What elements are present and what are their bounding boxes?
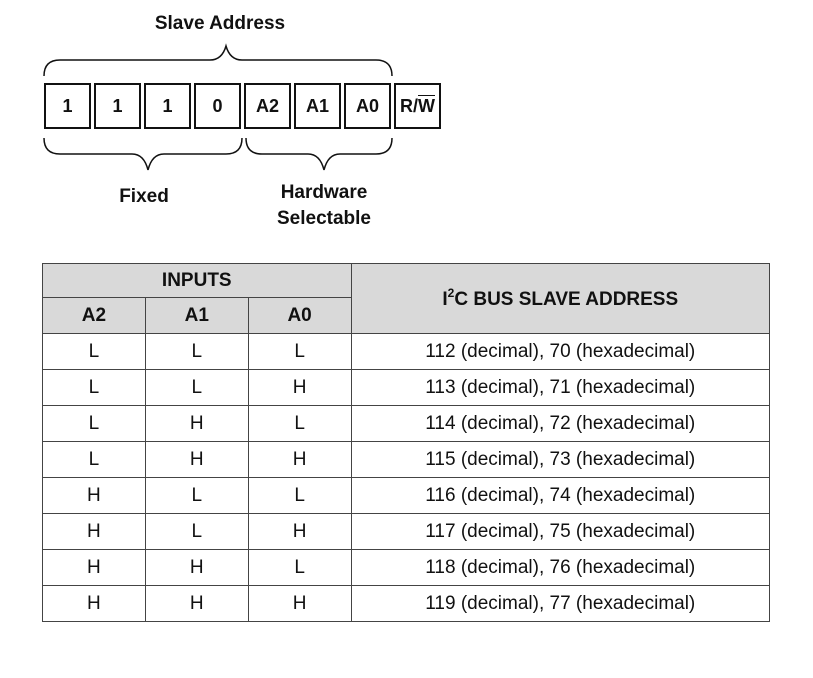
bit-cell: 1 <box>94 83 141 129</box>
cell-a0: H <box>248 370 351 406</box>
bit-cell: A0 <box>344 83 391 129</box>
fixed-label: Fixed <box>119 186 169 207</box>
address-header-rest: C BUS SLAVE ADDRESS <box>454 289 679 310</box>
fixed-brace <box>44 138 242 170</box>
bit-cell: 1 <box>144 83 191 129</box>
slave-address-brace <box>44 46 392 76</box>
cell-a0: L <box>248 478 351 514</box>
address-header <box>351 264 769 334</box>
cell-address: 115 (decimal), 73 (hexadecimal) <box>351 442 769 478</box>
bit-cell: 1 <box>44 83 91 129</box>
table-row <box>43 514 770 550</box>
cell-a1: L <box>145 478 248 514</box>
bit-cell: A2 <box>244 83 291 129</box>
rw-bit-cell <box>394 83 441 129</box>
hardware-brace <box>246 138 392 170</box>
table-row <box>43 406 770 442</box>
table-row <box>43 586 770 622</box>
cell-a0: H <box>248 586 351 622</box>
slave-address-table <box>42 263 770 622</box>
cell-a1: H <box>145 550 248 586</box>
table-row <box>43 550 770 586</box>
cell-a1: H <box>145 406 248 442</box>
cell-address: 119 (decimal), 77 (hexadecimal) <box>351 586 769 622</box>
rw-r-text: R/ <box>400 95 418 116</box>
cell-a2: L <box>43 442 146 478</box>
cell-a2: L <box>43 334 146 370</box>
cell-a2: H <box>43 586 146 622</box>
cell-address: 118 (decimal), 76 (hexadecimal) <box>351 550 769 586</box>
column-header-a2: A2 <box>43 298 146 334</box>
cell-address: 114 (decimal), 72 (hexadecimal) <box>351 406 769 442</box>
cell-a2: L <box>43 370 146 406</box>
slave-address-label: Slave Address <box>154 13 286 34</box>
table-row <box>43 370 770 406</box>
bit-cell: 0 <box>194 83 241 129</box>
cell-a2: H <box>43 514 146 550</box>
address-header-prefix: I <box>442 289 448 310</box>
cell-a0: H <box>248 514 351 550</box>
table-row <box>43 442 770 478</box>
hardware-label-line1: Hardware <box>280 182 368 203</box>
hardware-label-line2: Selectable <box>277 208 371 229</box>
table-row <box>43 334 770 370</box>
table-row <box>43 478 770 514</box>
rw-w-text: $\overline{W}$ <box>418 95 435 116</box>
cell-a0: H <box>248 442 351 478</box>
inputs-header: INPUTS <box>43 264 352 298</box>
cell-address: 112 (decimal), 70 (hexadecimal) <box>351 334 769 370</box>
cell-a1: H <box>145 586 248 622</box>
bit-cell: A1 <box>294 83 341 129</box>
cell-a2: H <box>43 478 146 514</box>
cell-address: 113 (decimal), 71 (hexadecimal) <box>351 370 769 406</box>
cell-a1: L <box>145 370 248 406</box>
cell-a0: L <box>248 550 351 586</box>
column-header-a1: A1 <box>145 298 248 334</box>
cell-a0: L <box>248 334 351 370</box>
cell-a0: L <box>248 406 351 442</box>
slave-address-diagram <box>0 0 813 250</box>
hardware-selectable-label <box>244 180 404 232</box>
cell-a2: H <box>43 550 146 586</box>
cell-a1: H <box>145 442 248 478</box>
cell-a2: L <box>43 406 146 442</box>
column-header-a0: A0 <box>248 298 351 334</box>
cell-a1: L <box>145 514 248 550</box>
cell-address: 116 (decimal), 74 (hexadecimal) <box>351 478 769 514</box>
address-header-sup: 2 <box>447 286 455 300</box>
address-bits <box>44 83 441 129</box>
cell-a1: L <box>145 334 248 370</box>
cell-address: 117 (decimal), 75 (hexadecimal) <box>351 514 769 550</box>
